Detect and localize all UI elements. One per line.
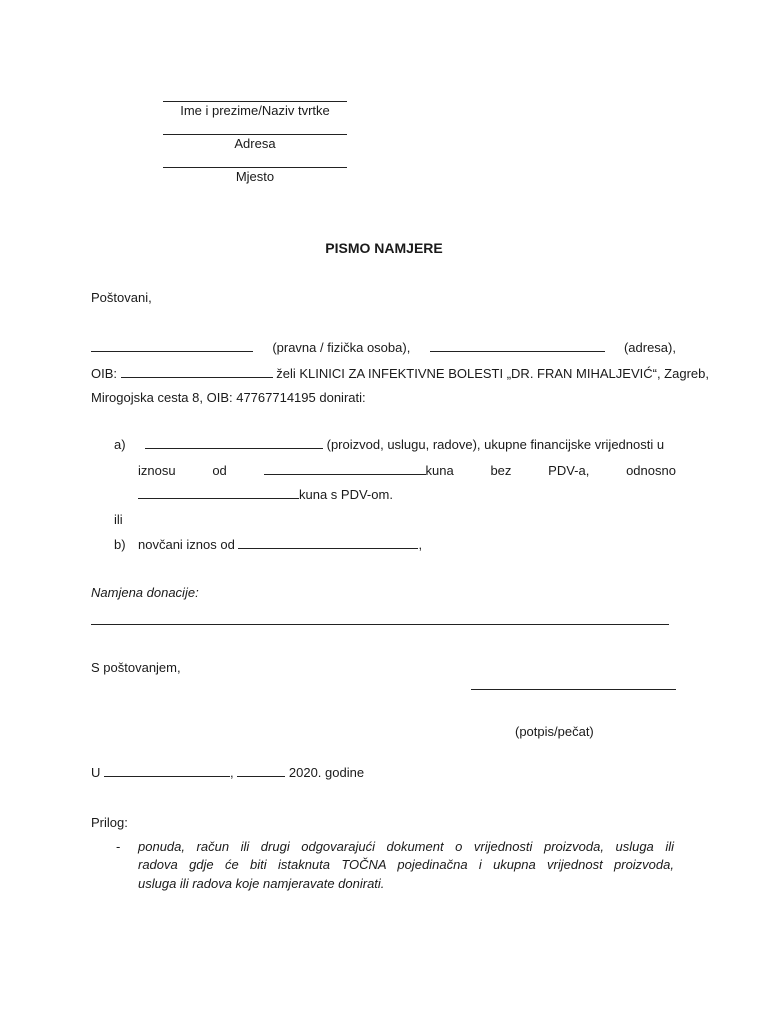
sender-name-label: Ime i prezime/Naziv tvrtke [180, 103, 330, 118]
sender-name-line [163, 101, 347, 102]
intro-line-2 [91, 366, 709, 381]
word-iznosu: iznosu [138, 463, 176, 478]
word-kuna: kuna [425, 463, 454, 478]
legal-entity-label: (pravna / fizička osoba), [272, 340, 411, 355]
address-blank[interactable] [430, 340, 605, 352]
word-odnosno: odnosno [626, 463, 676, 478]
oib-blank[interactable] [121, 366, 273, 378]
date-line [91, 765, 364, 780]
attachment-line-1 [138, 839, 674, 854]
attachment-label: Prilog: [91, 815, 128, 830]
attachment-line-3: usluga ili radova koje namjeravate donirati. [138, 876, 385, 891]
amount-no-vat-blank[interactable] [264, 463, 426, 475]
date-year: 2020. godine [288, 765, 365, 780]
document-title: PISMO NAMJERE [325, 240, 443, 256]
address-label: (adresa), [623, 340, 676, 355]
purpose-line[interactable] [91, 624, 669, 625]
option-a-line-2 [138, 463, 676, 478]
sender-place-label: Mjesto [235, 169, 275, 184]
attachment-line-2 [138, 857, 674, 872]
signature-line[interactable] [471, 689, 676, 690]
product-text: (proizvod, uslugu, radove), ukupne financijske vrijednosti u [326, 437, 665, 452]
date-prefix: U [91, 765, 101, 780]
attachment-text-1: ponuda, račun ili drugi odgovarajući dokument o vrijednosti proizvoda, usluga ili [138, 839, 674, 854]
amount-vat-blank[interactable] [138, 487, 299, 499]
place-blank[interactable] [104, 765, 230, 777]
cash-amount-text: novčani iznos od [138, 537, 235, 552]
wants-donate-text: želi KLINICI ZA INFEKTIVNE BOLESTI „DR. FRAN MIHALJEVIĆ“, Zagreb, [276, 366, 709, 381]
option-a-marker: a) [114, 437, 126, 452]
date-comma: , [230, 765, 234, 780]
sender-address-line [163, 134, 347, 135]
day-blank[interactable] [237, 765, 285, 777]
cash-amount-comma: , [418, 537, 423, 552]
word-bez: bez [490, 463, 512, 478]
signature-label: (potpis/pečat) [515, 724, 594, 739]
cash-amount-blank[interactable] [238, 537, 418, 549]
amount-vat-text: kuna s PDV-om. [299, 487, 393, 502]
product-blank[interactable] [145, 437, 323, 449]
greeting: Poštovani, [91, 290, 152, 305]
option-b-line [138, 537, 422, 552]
option-b-marker: b) [114, 537, 126, 552]
or-label: ili [114, 512, 123, 527]
intro-line-3: Mirogojska cesta 8, OIB: 47767714195 donirati: [91, 390, 366, 405]
legal-entity-blank[interactable] [91, 340, 253, 352]
option-a-line-1 [145, 437, 664, 452]
sender-place-line [163, 167, 347, 168]
option-a-line-3 [138, 487, 393, 502]
word-od: od [212, 463, 227, 478]
attachment-dash: - [116, 839, 121, 854]
amount-no-vat-group [264, 463, 454, 478]
intro-line-1 [91, 340, 676, 355]
attachment-text-2: radova gdje će biti istaknuta TOČNA pojedinačna i ukupna vrijednost proizvoda, [138, 857, 674, 872]
sender-address-label: Adresa [234, 136, 276, 151]
closing: S poštovanjem, [91, 660, 181, 675]
word-pdv: PDV-a, [548, 463, 590, 478]
oib-label: OIB: [91, 366, 118, 381]
purpose-label: Namjena donacije: [91, 585, 199, 600]
